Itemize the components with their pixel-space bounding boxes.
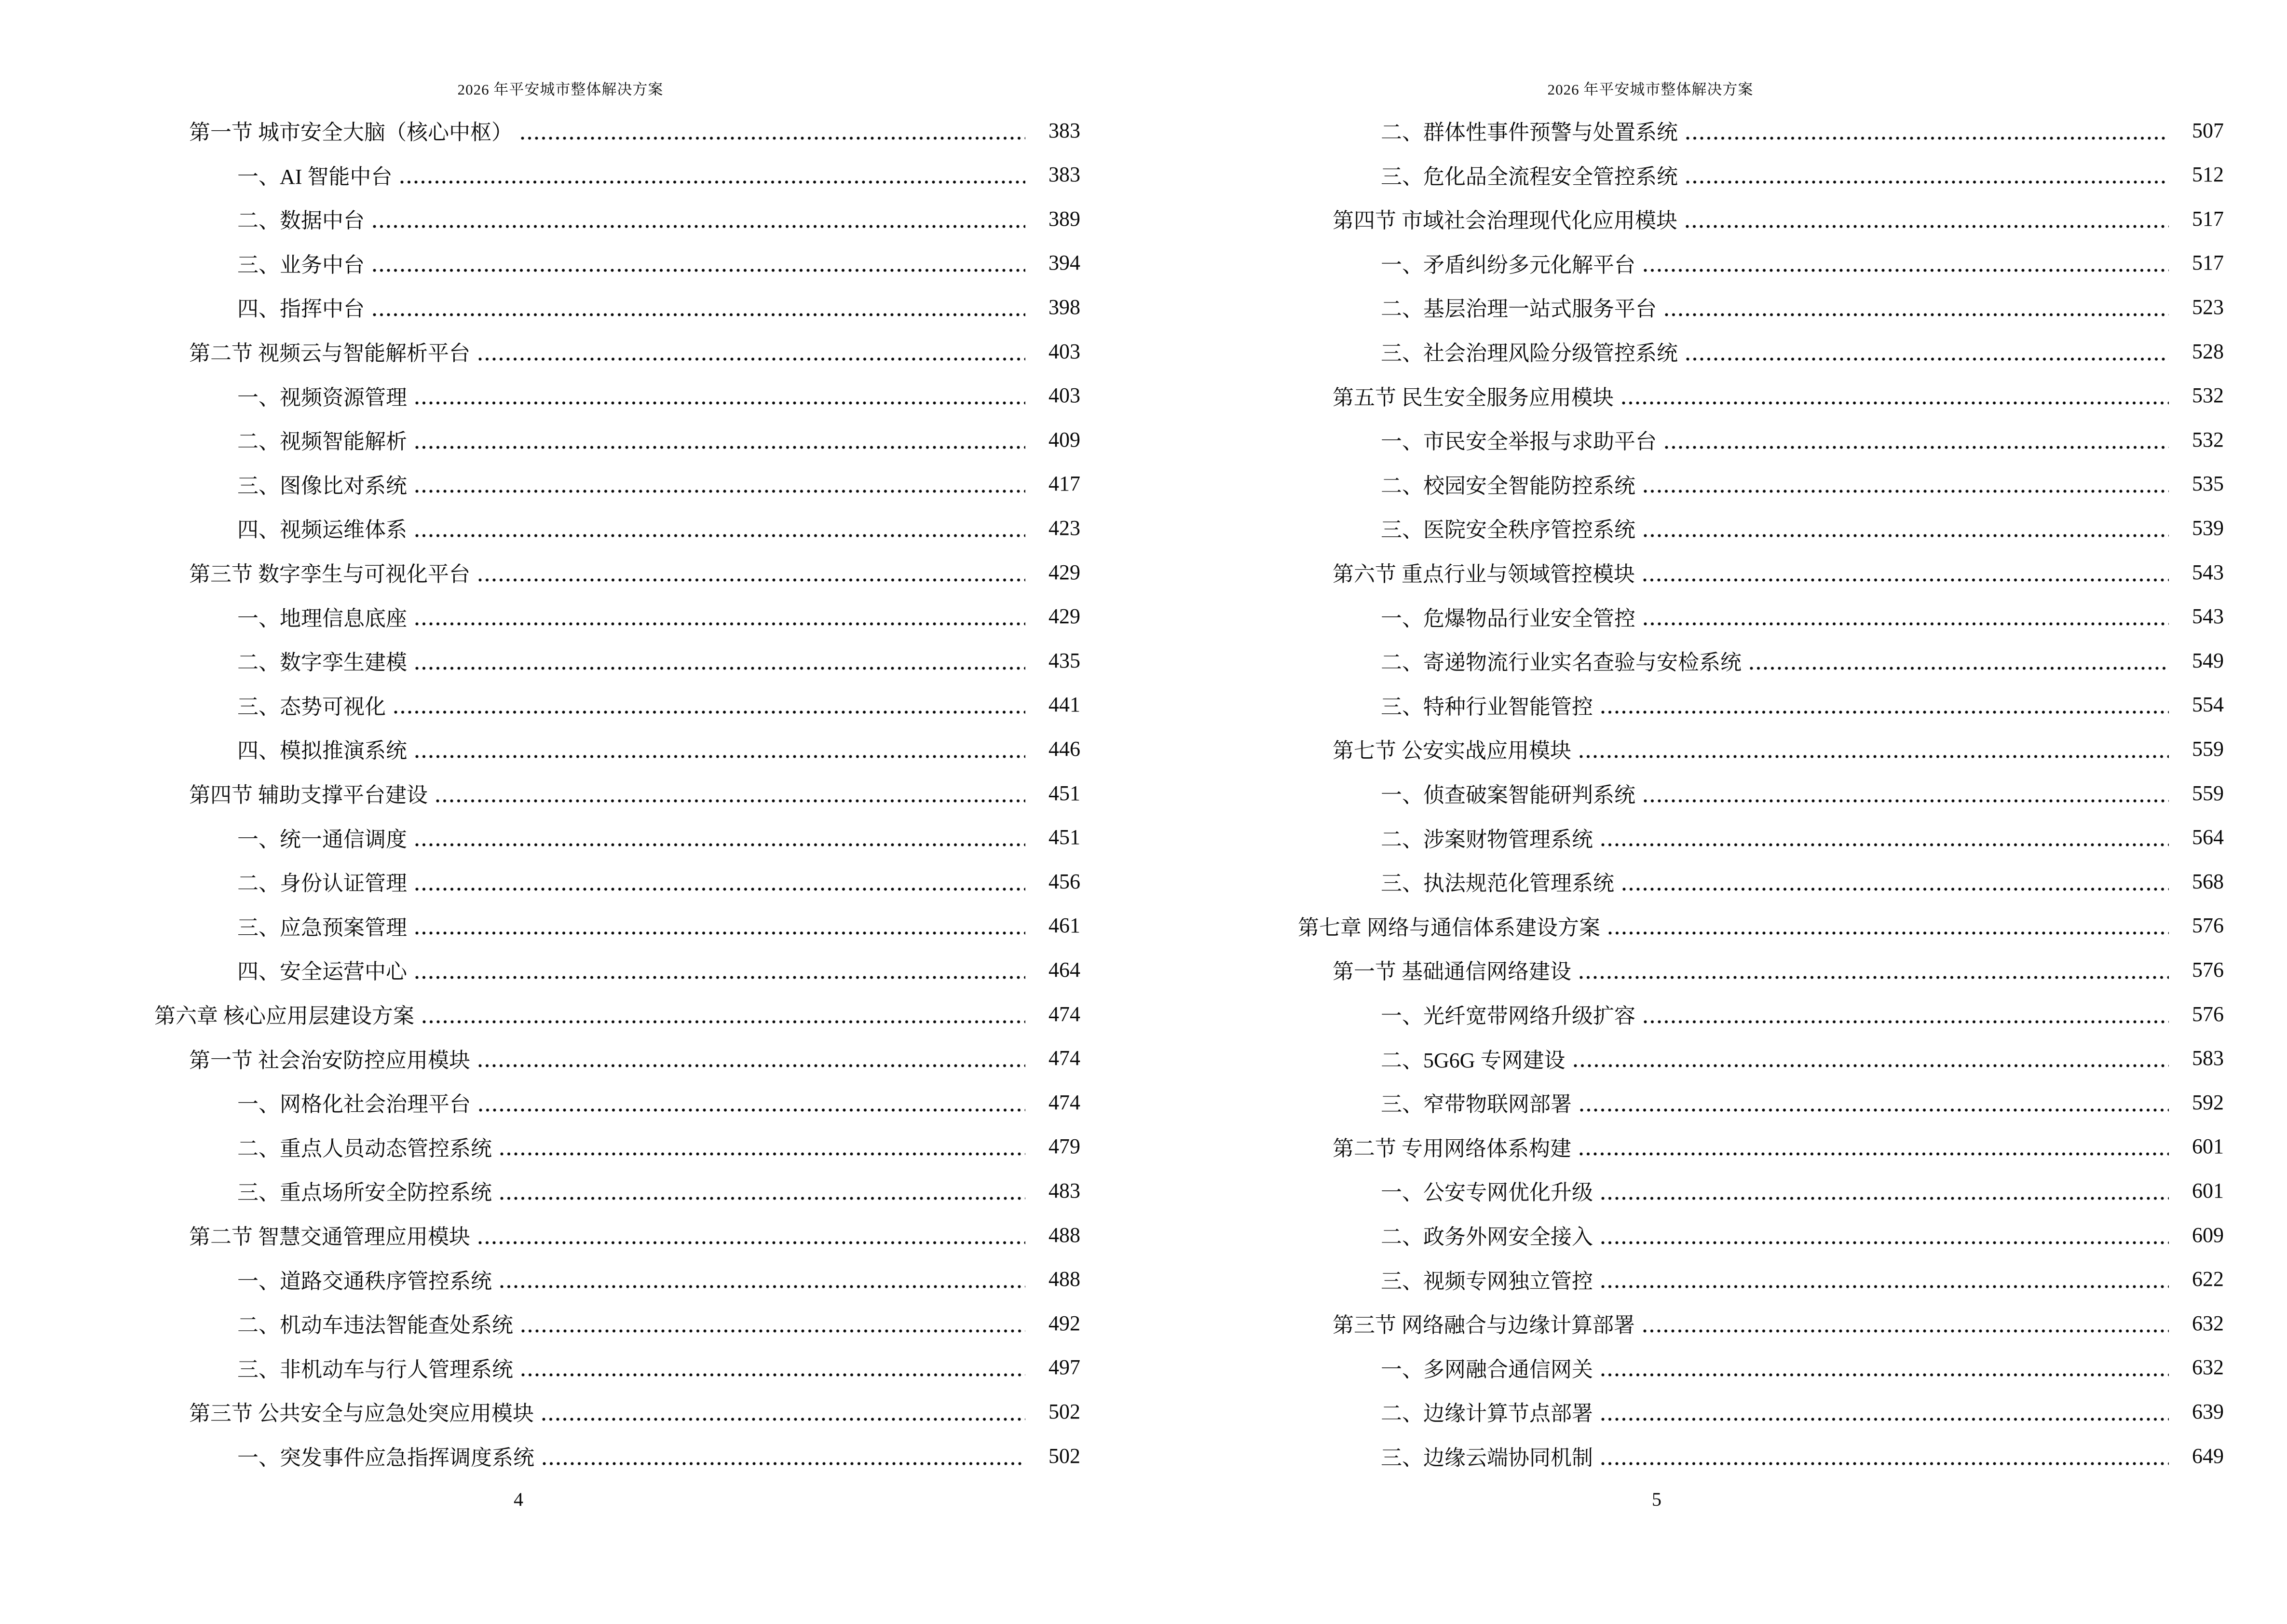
dot-leader [1579, 1152, 2169, 1156]
toc-entry-page: 488 [1048, 1267, 1080, 1291]
toc-entry-page: 601 [2192, 1134, 2224, 1159]
toc-entry [1144, 594, 2224, 639]
toc-entry [0, 771, 1080, 815]
toc-entry-label: 二、机动车违法智能查处系统 [237, 1313, 513, 1337]
dot-leader [1643, 622, 2169, 626]
dot-leader [372, 313, 1025, 317]
dot-leader [1643, 578, 2169, 582]
toc-entry [1144, 285, 2224, 329]
dot-leader [478, 357, 1025, 361]
toc-entry [0, 594, 1080, 639]
toc-entry-label: 二、身份认证管理 [237, 872, 407, 896]
toc-entry [1144, 1389, 2224, 1433]
dot-leader [1601, 1461, 2169, 1466]
toc-entry-page: 429 [1048, 560, 1080, 584]
dot-leader [394, 710, 1025, 714]
toc-entry-page: 483 [1048, 1178, 1080, 1202]
dot-leader [500, 1152, 1025, 1156]
toc-entry-label: 第三节 网络融合与边缘计算部署 [1333, 1313, 1635, 1337]
toc-entry-page: 479 [1048, 1134, 1080, 1159]
dot-leader [1579, 1108, 2169, 1112]
toc-entry-page: 464 [1048, 957, 1080, 982]
toc-entry [0, 903, 1080, 948]
dot-leader [400, 180, 1025, 184]
toc-entry [1144, 1301, 2224, 1345]
dot-leader [372, 224, 1025, 229]
toc-entry [0, 1389, 1080, 1433]
toc-entry [1144, 815, 2224, 860]
toc-entry-label: 二、数字孪生建模 [237, 651, 407, 675]
toc-entry-page: 576 [2192, 957, 2224, 982]
dot-leader [1579, 975, 2169, 980]
toc-entry [1144, 1345, 2224, 1390]
dot-leader [415, 489, 1025, 493]
toc-entry-label: 三、边缘云端协同机制 [1381, 1446, 1593, 1470]
toc-entry-label: 二、视频智能解析 [237, 430, 407, 454]
dot-leader [1601, 1373, 2169, 1377]
toc-entry [1144, 638, 2224, 682]
toc-entry-page: 488 [1048, 1223, 1080, 1247]
page-header: 2026 年平安城市整体解决方案 [1547, 81, 1754, 98]
toc-entry-page: 461 [1048, 914, 1080, 938]
toc-entry-label: 三、应急预案管理 [237, 915, 407, 940]
page-header: 2026 年平安城市整体解决方案 [457, 81, 664, 98]
toc-entry-label: 一、多网融合通信网关 [1381, 1357, 1593, 1381]
toc-entry-label: 三、重点场所安全防控系统 [237, 1181, 492, 1205]
toc-entry [0, 992, 1080, 1036]
toc-entry-page: 423 [1048, 516, 1080, 540]
toc-entry-label: 第四节 辅助支撑平台建设 [189, 783, 428, 807]
toc-entry [1144, 329, 2224, 373]
dot-leader [1601, 1241, 2169, 1245]
toc-entry [1144, 682, 2224, 727]
toc-entry-label: 一、统一通信调度 [237, 827, 407, 851]
toc-entry-label: 第三节 数字孪生与可视化平台 [189, 562, 470, 586]
toc-entry-label: 一、AI 智能中台 [237, 164, 393, 189]
toc-entry [1144, 771, 2224, 815]
toc-entry [0, 417, 1080, 462]
toc-entry-label: 二、涉案财物管理系统 [1381, 827, 1593, 851]
toc-entry-label: 三、态势可视化 [237, 695, 386, 719]
dot-leader [1686, 136, 2169, 140]
toc-entry-page: 622 [2192, 1267, 2224, 1291]
dot-leader [1749, 666, 2169, 670]
toc-entry-label: 第七章 网络与通信体系建设方案 [1298, 915, 1600, 940]
toc-entry [1144, 1213, 2224, 1257]
toc-entry-page: 403 [1048, 383, 1080, 408]
toc-entry-page: 403 [1048, 339, 1080, 363]
toc-entry [1144, 373, 2224, 418]
toc-entry [1144, 992, 2224, 1036]
dot-leader [415, 445, 1025, 450]
dot-leader [1601, 710, 2169, 714]
toc-entry-page: 592 [2192, 1090, 2224, 1114]
toc-entry-label: 二、5G6G 专网建设 [1381, 1048, 1566, 1072]
toc-entry [1144, 462, 2224, 506]
toc-entry-label: 第七节 公安实战应用模块 [1333, 739, 1571, 763]
toc-entry-label: 第三节 公共安全与应急处突应用模块 [189, 1402, 534, 1426]
toc-entry-label: 第一节 社会治安防控应用模块 [189, 1048, 470, 1072]
toc-entry-label: 二、寄递物流行业实名查验与安检系统 [1381, 651, 1742, 675]
toc-entry-label: 三、执法规范化管理系统 [1381, 872, 1614, 896]
toc-entry [0, 1168, 1080, 1213]
dot-leader [500, 1284, 1025, 1289]
toc-entry-page: 539 [2192, 516, 2224, 540]
toc-entry-page: 632 [2192, 1355, 2224, 1379]
dot-leader [415, 622, 1025, 626]
dot-leader [521, 1373, 1025, 1377]
dot-leader [520, 136, 1025, 140]
toc-entry-page: 583 [2192, 1046, 2224, 1070]
dot-leader [1643, 533, 2169, 538]
toc-entry [1144, 1124, 2224, 1169]
toc-entry [0, 462, 1080, 506]
toc-entry-label: 一、地理信息底座 [237, 606, 407, 630]
toc-entry-page: 543 [2192, 560, 2224, 584]
toc-entry [1144, 1080, 2224, 1124]
toc-entry-label: 一、突发事件应急指挥调度系统 [237, 1446, 534, 1470]
toc-entry-page: 523 [2192, 295, 2224, 319]
toc-entry [0, 285, 1080, 329]
dot-leader [415, 401, 1025, 405]
toc-entry-page: 474 [1048, 1046, 1080, 1070]
toc-entry [1144, 859, 2224, 903]
toc-list-right [1144, 0, 2287, 1624]
toc-entry [1144, 903, 2224, 948]
dot-leader [415, 533, 1025, 538]
toc-entry-page: 502 [1048, 1444, 1080, 1468]
toc-entry-label: 三、特种行业智能管控 [1381, 695, 1593, 719]
dot-leader [1643, 268, 2169, 273]
toc-entry [0, 1301, 1080, 1345]
dot-leader [415, 887, 1025, 891]
toc-entry [0, 682, 1080, 727]
toc-entry-label: 一、公安专网优化升级 [1381, 1181, 1593, 1205]
toc-entry-page: 632 [2192, 1311, 2224, 1335]
toc-entry [1144, 1433, 2224, 1478]
toc-entry [1144, 726, 2224, 771]
toc-entry [0, 1080, 1080, 1124]
toc-entry [0, 241, 1080, 285]
dot-leader [542, 1417, 1025, 1421]
toc-entry-page: 383 [1048, 118, 1080, 142]
toc-entry-label: 四、视频运维体系 [237, 518, 407, 542]
toc-entry [0, 947, 1080, 992]
dot-leader [1686, 357, 2169, 361]
dot-leader [478, 1064, 1025, 1068]
toc-entry-label: 三、图像比对系统 [237, 474, 407, 498]
toc-entry [1144, 152, 2224, 197]
toc-entry-label: 三、非机动车与行人管理系统 [237, 1357, 513, 1381]
toc-entry-label: 三、窄带物联网部署 [1381, 1092, 1572, 1117]
toc-entry-page: 532 [2192, 383, 2224, 408]
dot-leader [1664, 313, 2169, 317]
dot-leader [415, 931, 1025, 935]
toc-entry-page: 535 [2192, 472, 2224, 496]
dot-leader [372, 268, 1025, 273]
toc-entry-label: 一、网格化社会治理平台 [237, 1092, 471, 1117]
toc-entry-label: 第一节 基础通信网络建设 [1333, 960, 1571, 984]
toc-entry-page: 609 [2192, 1223, 2224, 1247]
toc-entry-label: 二、基层治理一站式服务平台 [1381, 297, 1657, 321]
toc-entry [1144, 196, 2224, 241]
toc-entry [0, 108, 1080, 152]
toc-entry-page: 528 [2192, 339, 2224, 363]
toc-entry-label: 一、危爆物品行业安全管控 [1381, 606, 1635, 630]
toc-entry-label: 三、业务中台 [237, 253, 365, 277]
dot-leader [478, 1108, 1025, 1112]
toc-entry-page: 559 [2192, 781, 2224, 805]
dot-leader [1608, 931, 2169, 935]
toc-entry-label: 一、道路交通秩序管控系统 [237, 1269, 492, 1293]
toc-entry-label: 四、模拟推演系统 [237, 739, 407, 763]
dot-leader [415, 843, 1025, 847]
toc-entry [0, 329, 1080, 373]
toc-entry [1144, 505, 2224, 550]
toc-entry-label: 一、视频资源管理 [237, 385, 407, 409]
toc-entry-page: 502 [1048, 1399, 1080, 1423]
toc-entry [1144, 417, 2224, 462]
toc-entry-label: 四、指挥中台 [237, 297, 365, 321]
dot-leader [478, 578, 1025, 582]
dot-leader [1643, 799, 2169, 803]
toc-entry [0, 505, 1080, 550]
toc-entry-page: 532 [2192, 427, 2224, 451]
toc-entry-label: 第二节 专用网络体系构建 [1333, 1136, 1571, 1160]
toc-entry-page: 429 [1048, 604, 1080, 628]
toc-entry-label: 三、视频专网独立管控 [1381, 1269, 1593, 1293]
toc-entry [1144, 241, 2224, 285]
toc-entry [0, 1124, 1080, 1169]
dot-leader [1601, 1284, 2169, 1289]
toc-entry-page: 568 [2192, 869, 2224, 893]
toc-entry-page: 451 [1048, 825, 1080, 849]
toc-entry-label: 第二节 智慧交通管理应用模块 [189, 1225, 470, 1249]
toc-entry [0, 815, 1080, 860]
dot-leader [1579, 754, 2169, 759]
toc-entry-page: 512 [2192, 163, 2224, 187]
toc-entry-label: 一、矛盾纠纷多元化解平台 [1381, 253, 1635, 277]
toc-entry-page: 543 [2192, 604, 2224, 628]
toc-entry-label: 二、重点人员动态管控系统 [237, 1136, 492, 1160]
toc-entry [0, 726, 1080, 771]
toc-entry-label: 第四节 市域社会治理现代化应用模块 [1333, 209, 1677, 233]
toc-entry-label: 二、边缘计算节点部署 [1381, 1402, 1593, 1426]
dot-leader [1643, 1329, 2169, 1333]
toc-entry-page: 497 [1048, 1355, 1080, 1379]
toc-entry-page: 576 [2192, 914, 2224, 938]
dot-leader [422, 1020, 1025, 1024]
toc-entry-page: 554 [2192, 693, 2224, 717]
dot-leader [1573, 1064, 2169, 1068]
toc-entry-page: 451 [1048, 781, 1080, 805]
toc-entry-page: 446 [1048, 737, 1080, 761]
toc-entry-page: 383 [1048, 163, 1080, 187]
dot-leader [1685, 224, 2169, 229]
toc-entry-page: 389 [1048, 206, 1080, 231]
toc-entry-page: 417 [1048, 472, 1080, 496]
toc-entry [0, 638, 1080, 682]
toc-entry-page: 576 [2192, 1002, 2224, 1026]
toc-entry-page: 435 [1048, 648, 1080, 672]
toc-entry-label: 四、安全运营中心 [237, 960, 407, 984]
toc-entry [1144, 1036, 2224, 1080]
toc-entry-page: 517 [2192, 206, 2224, 231]
toc-entry [1144, 1168, 2224, 1213]
dot-leader [521, 1329, 1025, 1333]
toc-entry [0, 1345, 1080, 1390]
toc-entry-label: 一、侦查破案智能研判系统 [1381, 783, 1635, 807]
toc-page-right [1144, 0, 2287, 1624]
toc-entry [0, 196, 1080, 241]
dot-leader [478, 1241, 1025, 1245]
toc-entry-label: 二、数据中台 [237, 209, 365, 233]
dot-leader [1601, 843, 2169, 847]
toc-entry [0, 550, 1080, 594]
toc-entry-page: 474 [1048, 1002, 1080, 1026]
toc-entry-page: 398 [1048, 295, 1080, 319]
dot-leader [542, 1461, 1025, 1466]
toc-entry-label: 第六节 重点行业与领域管控模块 [1333, 562, 1635, 586]
toc-entry [0, 1433, 1080, 1478]
toc-entry [0, 859, 1080, 903]
toc-entry [1144, 1257, 2224, 1301]
toc-entry-page: 649 [2192, 1444, 2224, 1468]
dot-leader [1621, 401, 2169, 405]
toc-entry-label: 第六章 核心应用层建设方案 [154, 1004, 414, 1028]
toc-entry-page: 492 [1048, 1311, 1080, 1335]
toc-entry-page: 564 [2192, 825, 2224, 849]
toc-entry-page: 474 [1048, 1090, 1080, 1114]
toc-entry-label: 二、政务外网安全接入 [1381, 1225, 1593, 1249]
toc-entry-label: 第二节 视频云与智能解析平台 [189, 341, 470, 365]
toc-entry [1144, 550, 2224, 594]
toc-entry-label: 二、校园安全智能防控系统 [1381, 474, 1635, 498]
toc-entry [0, 373, 1080, 418]
dot-leader [415, 975, 1025, 980]
dot-leader [415, 666, 1025, 670]
toc-entry-label: 三、危化品全流程安全管控系统 [1381, 164, 1678, 189]
page-number: 5 [1652, 1488, 1661, 1510]
toc-entry-label: 二、群体性事件预警与处置系统 [1381, 121, 1678, 144]
dot-leader [1601, 1417, 2169, 1421]
toc-entry-page: 441 [1048, 693, 1080, 717]
toc-entry [0, 1257, 1080, 1301]
toc-entry-page: 549 [2192, 648, 2224, 672]
toc-entry [1144, 108, 2224, 152]
toc-entry-page: 409 [1048, 427, 1080, 451]
toc-entry-page: 601 [2192, 1178, 2224, 1202]
toc-entry-label: 第五节 民生安全服务应用模块 [1333, 385, 1614, 409]
toc-entry-page: 394 [1048, 251, 1080, 275]
dot-leader [1601, 1196, 2169, 1201]
page-number: 4 [514, 1488, 523, 1510]
dot-leader [1643, 1020, 2169, 1024]
toc-entry-page: 639 [2192, 1399, 2224, 1423]
dot-leader [1686, 180, 2169, 184]
dot-leader [415, 754, 1025, 759]
toc-entry [0, 152, 1080, 197]
toc-entry-label: 三、社会治理风险分级管控系统 [1381, 341, 1678, 365]
dot-leader [1664, 445, 2169, 450]
toc-entry-label: 第一节 城市安全大脑（核心中枢） [189, 121, 513, 144]
toc-entry [0, 1036, 1080, 1080]
toc-entry-page: 517 [2192, 251, 2224, 275]
dot-leader [1622, 887, 2169, 891]
toc-entry-label: 一、市民安全举报与求助平台 [1381, 430, 1657, 454]
dot-leader [436, 799, 1025, 803]
toc-entry-page: 559 [2192, 737, 2224, 761]
dot-leader [1643, 489, 2169, 493]
toc-entry [1144, 947, 2224, 992]
dot-leader [500, 1196, 1025, 1201]
toc-entry-label: 三、医院安全秩序管控系统 [1381, 518, 1635, 542]
toc-entry-page: 507 [2192, 118, 2224, 142]
toc-entry-label: 一、光纤宽带网络升级扩容 [1381, 1004, 1635, 1028]
toc-entry [0, 1213, 1080, 1257]
toc-entry-page: 456 [1048, 869, 1080, 893]
